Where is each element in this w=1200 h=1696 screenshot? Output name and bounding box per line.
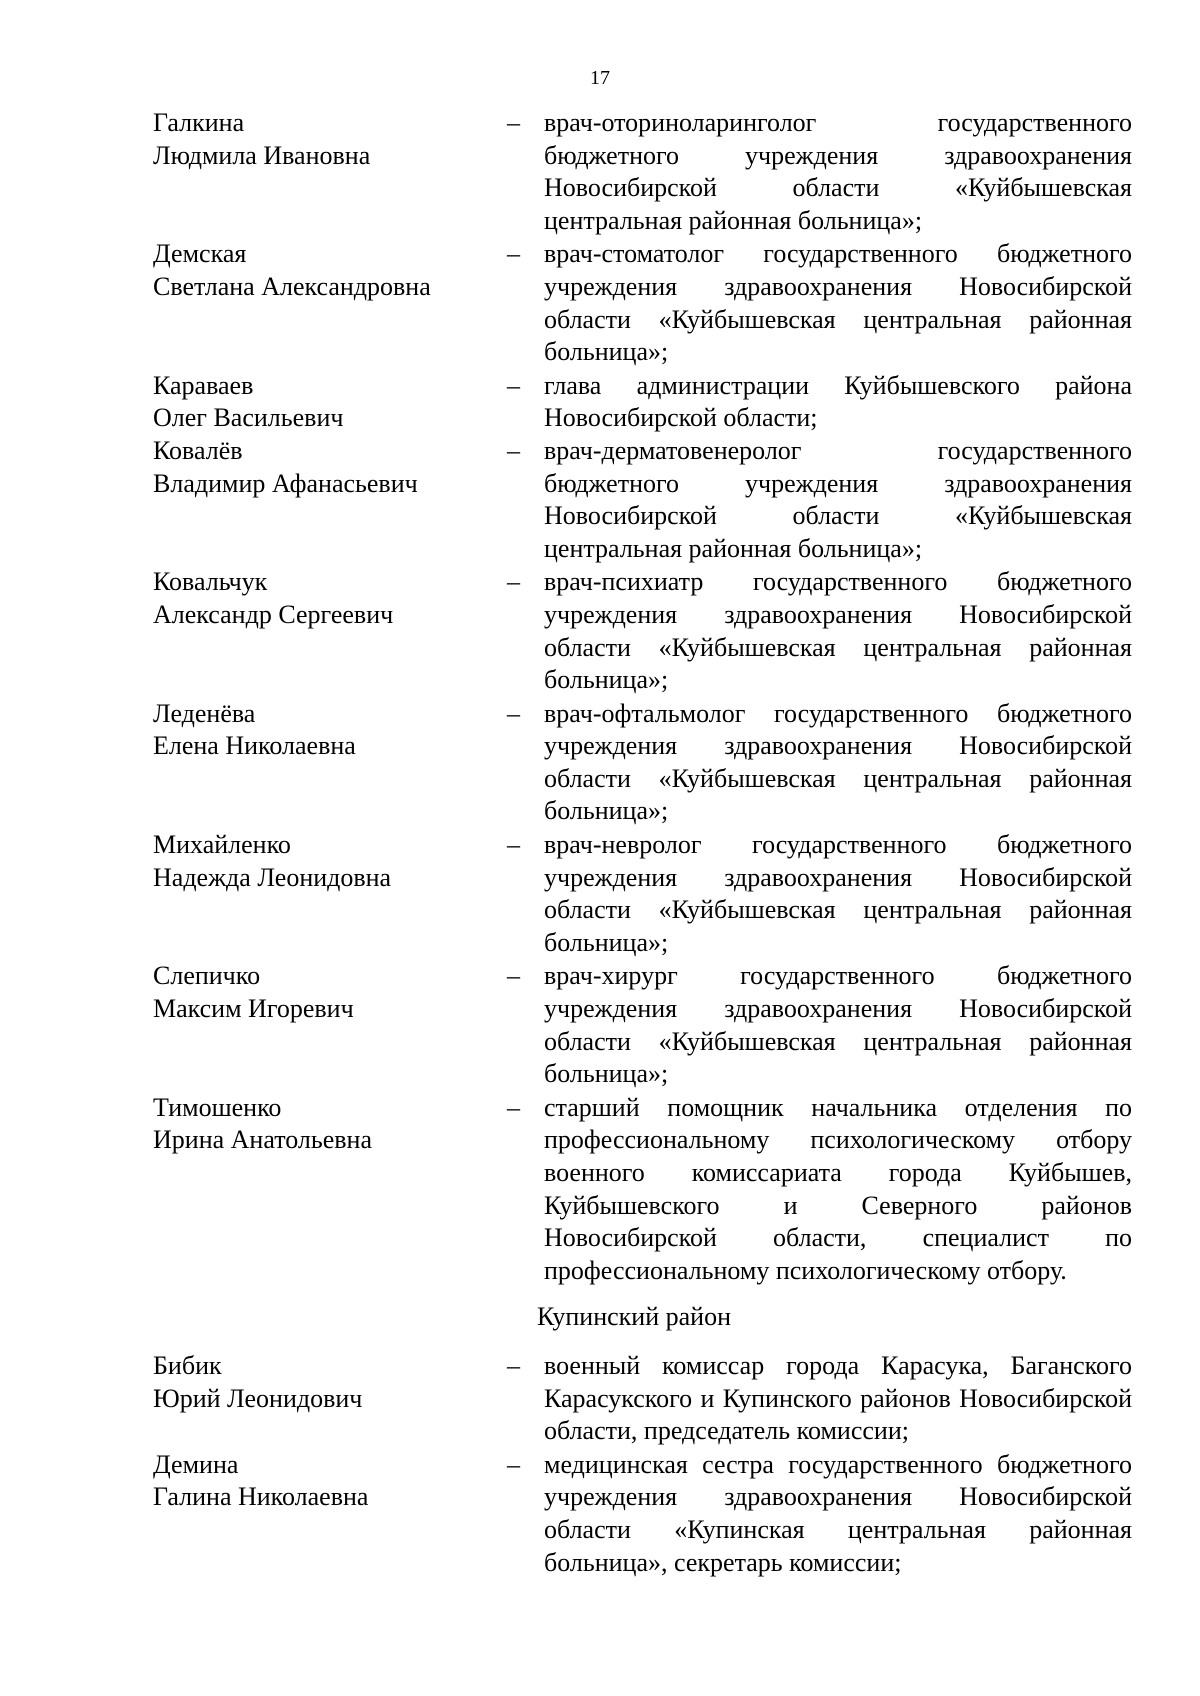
member-given-name: Максим Игоревич — [153, 994, 354, 1024]
member-name — [153, 370, 507, 435]
member-position: врач-дерматовенеролог государственного бюджетного учреждения здравоохранения Новосибирской области «Куйбышевская центральная районная больница»; — [544, 435, 1132, 563]
member-given-name: Александр Сергеевич — [153, 599, 394, 629]
member-position: врач-психиатр государственного бюджетного учреждения здравоохранения Новосибирской области «Куйбышевская центральная районная больница»; — [544, 567, 1132, 695]
member-given-name: Надежда Леонидовна — [153, 862, 392, 892]
dash-separator: – — [507, 239, 520, 269]
member-name — [153, 698, 507, 763]
member-surname: Ковалёв — [153, 435, 243, 465]
member-entry — [153, 698, 1132, 828]
member-entry — [153, 1449, 1132, 1579]
member-surname: Тимошенко — [153, 1092, 282, 1122]
member-surname: Михайленко — [153, 830, 291, 860]
member-entry — [153, 829, 1132, 959]
member-position: глава администрации Куйбышевского района Новосибирской области; — [544, 370, 1132, 433]
dash-separator: – — [507, 370, 520, 400]
member-position: военный комиссар города Карасука, Баганского Карасукского и Купинского районов Новосибирской области, председатель комиссии; — [544, 1350, 1132, 1446]
member-entry — [153, 960, 1132, 1090]
dash-separator: – — [507, 1449, 520, 1479]
member-position: медицинская сестра государственного бюджетного учреждения здравоохранения Новосибирской области «Купинская центральная районная больница», секретарь комиссии; — [544, 1449, 1132, 1577]
member-name — [153, 829, 507, 894]
dash-separator: – — [507, 567, 520, 597]
member-given-name: Галина Николаевна — [153, 1482, 369, 1512]
member-name — [153, 1449, 507, 1514]
member-surname: Ковальчук — [153, 567, 268, 597]
member-position: врач-стоматолог государственного бюджетного учреждения здравоохранения Новосибирской области «Куйбышевская центральная районная больница»; — [544, 239, 1132, 367]
member-given-name: Людмила Ивановна — [153, 140, 371, 170]
member-given-name: Елена Николаевна — [153, 731, 356, 761]
member-entry — [153, 238, 1132, 368]
member-name — [153, 1350, 507, 1415]
member-surname: Демская — [153, 239, 247, 269]
member-position: врач-невролог государственного бюджетного учреждения здравоохранения Новосибирской области «Куйбышевская центральная районная больница»; — [544, 830, 1132, 957]
member-name — [153, 1092, 507, 1157]
member-position: врач-хирург государственного бюджетного учреждения здравоохранения Новосибирской области «Куйбышевская центральная районная больница»; — [544, 961, 1132, 1089]
member-surname: Демина — [153, 1449, 239, 1479]
member-given-name: Юрий Леонидович — [153, 1383, 363, 1413]
dash-separator: – — [507, 698, 520, 728]
member-surname: Леденёва — [153, 698, 256, 728]
member-entry — [153, 1350, 1132, 1448]
dash-separator: – — [507, 1350, 520, 1380]
dash-separator: – — [507, 1092, 520, 1122]
dash-separator: – — [507, 830, 520, 860]
member-name — [153, 566, 507, 631]
member-entry — [153, 566, 1132, 696]
member-position: старший помощник начальника отделения по профессиональному психологическому отбору военного комиссариата города Куйбышев, Куйбышевского и Северного районов Новосибирской области, специалист по профессиональному психологическому отбору. — [544, 1092, 1132, 1285]
member-name — [153, 435, 507, 500]
member-position: врач-оториноларинголог государственного бюджетного учреждения здравоохранения Новосибирской области «Куйбышевская центральная районная больница»; — [544, 108, 1132, 235]
member-surname: Галкина — [153, 108, 245, 137]
member-surname: Бибик — [153, 1350, 222, 1380]
member-entry — [153, 370, 1132, 435]
member-given-name: Владимир Афанасьевич — [153, 468, 418, 498]
member-surname: Караваев — [153, 370, 254, 400]
commission-member-list — [153, 107, 1132, 1579]
member-entry — [153, 107, 1132, 237]
member-entry — [153, 1092, 1132, 1288]
member-name — [153, 960, 507, 1025]
member-entry — [153, 435, 1132, 565]
dash-separator: – — [507, 108, 520, 137]
member-name — [153, 107, 507, 172]
section-title: Купинский район — [537, 1302, 731, 1332]
member-name — [153, 238, 507, 303]
member-surname: Слепичко — [153, 961, 261, 991]
dash-separator: – — [507, 435, 520, 465]
dash-separator: – — [507, 961, 520, 991]
member-position: врач-офтальмолог государственного бюджетного учреждения здравоохранения Новосибирской области «Куйбышевская центральная районная больница»; — [544, 698, 1132, 826]
member-given-name: Олег Васильевич — [153, 403, 344, 433]
page-number: 17 — [590, 67, 610, 89]
member-given-name: Светлана Александровна — [153, 271, 431, 301]
member-given-name: Ирина Анатольевна — [153, 1125, 372, 1155]
